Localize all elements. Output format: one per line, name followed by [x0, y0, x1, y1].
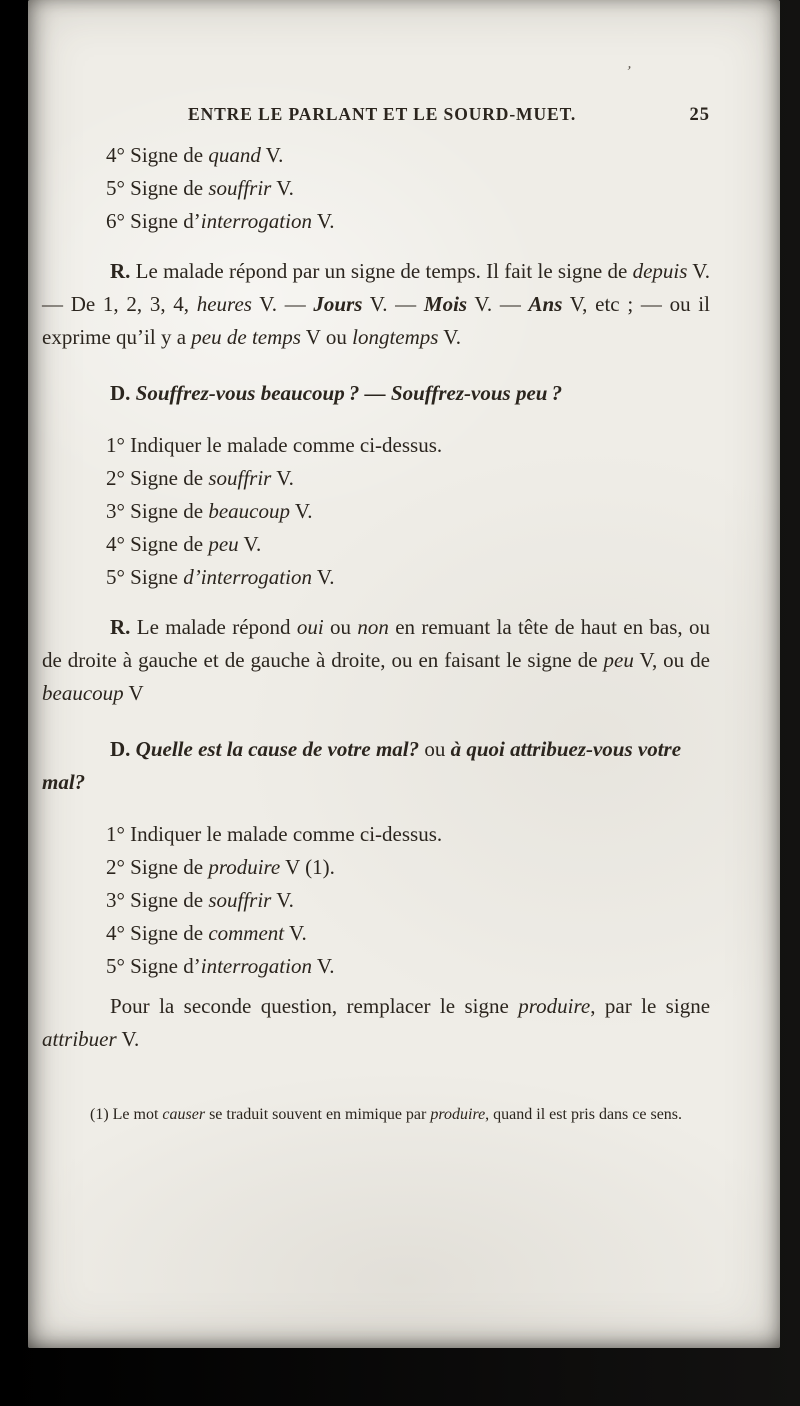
- text-segment: V.: [311, 954, 335, 978]
- text-segment: Le malade répond par un signe de temps. Il fait le signe de: [135, 259, 633, 283]
- header-title: ENTRE LE PARLANT ET LE SOURD-MUET.: [188, 104, 577, 124]
- list-item: [42, 561, 710, 594]
- text-segment: R.: [110, 259, 136, 283]
- text-segment: Quelle est la cause de votre mal?: [135, 737, 420, 761]
- text-segment: produire: [518, 994, 591, 1018]
- text-segment: Le malade répond: [136, 615, 297, 639]
- page-content: [42, 139, 710, 1129]
- text-segment: V.: [311, 565, 335, 589]
- text-segment: 5° Signe de: [106, 176, 209, 200]
- text-segment: Ans: [528, 292, 563, 316]
- text-segment: longtemps: [352, 325, 439, 349]
- text-segment: V, ou de: [633, 648, 710, 672]
- closing-paragraph: [42, 990, 710, 1056]
- list-item: [42, 884, 710, 917]
- text-segment: produire: [430, 1106, 486, 1123]
- text-segment: R.: [110, 615, 137, 639]
- text-segment: V.: [284, 921, 307, 945]
- text-segment: Mois: [423, 292, 468, 316]
- text-segment: 3° Signe de: [106, 888, 209, 912]
- list-item: [42, 139, 710, 172]
- text-segment: Pour la seconde question, remplacer le signe: [110, 994, 519, 1018]
- text-segment: D.: [110, 381, 136, 405]
- text-segment: beaucoup: [42, 681, 124, 705]
- text-segment: 2° Signe de: [106, 855, 209, 879]
- text-segment: attribuer: [42, 1027, 117, 1051]
- running-header: [42, 104, 710, 126]
- text-segment: V. —: [362, 292, 424, 316]
- text-segment: interrogation: [200, 954, 312, 978]
- text-segment: (1) Le mot: [90, 1106, 163, 1123]
- text-segment: V (1).: [280, 855, 335, 879]
- text-segment: peu: [208, 532, 239, 556]
- text-segment: peu: [603, 648, 634, 672]
- text-segment: depuis: [632, 259, 688, 283]
- list-item: [42, 950, 710, 983]
- footnote: [42, 1102, 710, 1129]
- text-segment: comment: [208, 921, 285, 945]
- text-segment: 4° Signe de: [106, 921, 209, 945]
- text-segment: 5° Signe: [106, 565, 184, 589]
- text-segment: V. —: [467, 292, 529, 316]
- list-item: [42, 462, 710, 495]
- text-segment: 6° Signe d’: [106, 209, 201, 233]
- text-segment: quand: [208, 143, 261, 167]
- text-segment: ou: [419, 737, 451, 761]
- text-segment: oui: [296, 615, 324, 639]
- question-line: [42, 377, 710, 410]
- text-segment: 1° Indiquer le malade comme ci-dessus.: [106, 433, 443, 457]
- list-item: [42, 172, 710, 205]
- text-segment: 4° Signe de: [106, 143, 209, 167]
- answer-paragraph: [42, 255, 710, 354]
- list-item: [42, 851, 710, 884]
- text-segment: V.: [311, 209, 335, 233]
- list-item: [42, 429, 710, 462]
- text-segment: non: [357, 615, 389, 639]
- text-segment: en remuant la tête de haut en bas, ou de droite à gauche et de gauche à droite, ou en faisant le signe de: [42, 615, 710, 672]
- list-item: [42, 528, 710, 561]
- list-item: [42, 205, 710, 238]
- text-segment: V.: [271, 888, 294, 912]
- text-segment: ou: [323, 615, 358, 639]
- text-segment: D.: [110, 737, 136, 761]
- text-segment: heures: [196, 292, 252, 316]
- text-segment: 3° Signe de: [106, 499, 209, 523]
- text-segment: V.: [271, 176, 294, 200]
- text-segment: V.: [260, 143, 284, 167]
- text-segment: souffrir: [208, 888, 272, 912]
- text-segment: V.: [238, 532, 262, 556]
- text-segment: à quoi attribuez-vous votre mal?: [42, 737, 682, 794]
- page-inner: [42, 0, 710, 1129]
- text-segment: V.: [438, 325, 462, 349]
- text-segment: produire: [208, 855, 281, 879]
- text-segment: V, etc ; — ou il exprime qu’il y a: [42, 292, 710, 349]
- text-segment: 2° Signe de: [106, 466, 209, 490]
- text-segment: Jours: [313, 292, 363, 316]
- text-segment: peu de temps: [191, 325, 301, 349]
- text-segment: beaucoup: [208, 499, 290, 523]
- text-segment: V: [123, 681, 144, 705]
- text-segment: V ou: [300, 325, 353, 349]
- list-item: [42, 917, 710, 950]
- text-segment: , par le signe: [590, 994, 711, 1018]
- text-segment: 1° Indiquer le malade comme ci-dessus.: [106, 822, 443, 846]
- page-number: 25: [689, 105, 710, 125]
- list-item: [42, 818, 710, 851]
- text-segment: souffrir: [208, 176, 272, 200]
- text-segment: , quand il est pris dans ce sens.: [485, 1106, 683, 1123]
- text-segment: V. —: [251, 292, 314, 316]
- text-segment: V.: [116, 1027, 140, 1051]
- text-segment: Souffrez-vous beaucoup ? — Souffrez-vous peu ?: [135, 381, 563, 405]
- text-segment: V.: [271, 466, 294, 490]
- text-segment: 4° Signe de: [106, 532, 209, 556]
- text-segment: V.: [289, 499, 313, 523]
- scan-artifact-mark: ’: [624, 63, 633, 81]
- question-line: [42, 733, 710, 799]
- text-segment: causer: [162, 1106, 206, 1123]
- book-page: [28, 0, 780, 1348]
- answer-paragraph: [42, 611, 710, 710]
- text-segment: d’interrogation: [183, 565, 312, 589]
- text-segment: interrogation: [200, 209, 312, 233]
- list-item: [42, 495, 710, 528]
- text-segment: V.— De 1, 2, 3, 4,: [42, 259, 710, 316]
- text-segment: se traduit souvent en mimique par: [205, 1106, 431, 1123]
- text-segment: 5° Signe d’: [106, 954, 201, 978]
- text-segment: souffrir: [208, 466, 272, 490]
